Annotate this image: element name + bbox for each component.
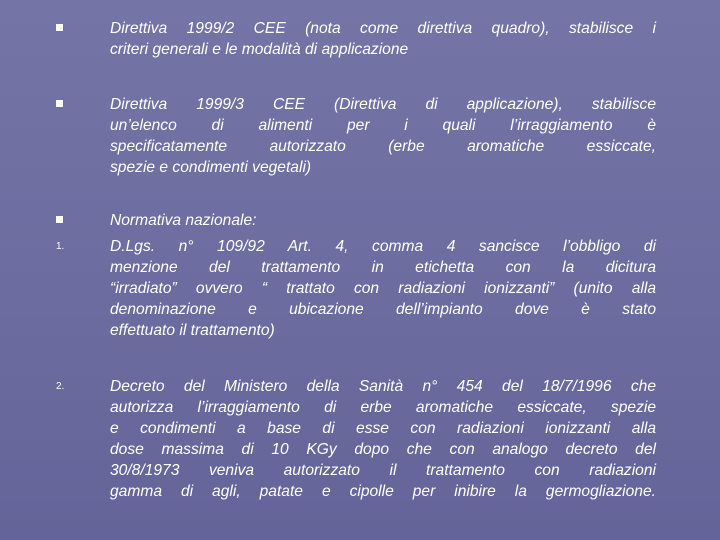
bullet-text [110,18,656,60]
square-bullet-icon [56,100,63,107]
text-line: criteri generali e le modalità di applicazione [110,41,409,58]
square-bullet-icon [56,24,63,31]
text-line: Direttiva 1999/2 CEE (nota come direttiva quadro), stabilisce i [110,20,656,37]
text-line: “irradiato” ovvero “ trattato con radiazioni ionizzanti” (unito alla [110,280,656,297]
text-line: Decreto del Ministero della Sanità n° 454 del 18/7/1996 che [110,378,656,395]
text-line: gamma di agli, patate e cipolle per inibire la germogliazione. [110,483,656,500]
text-line: Direttiva 1999/3 CEE (Direttiva di applicazione), stabilisce [110,96,656,113]
text-line: denominazione e ubicazione dell’impianto dove è stato [110,301,656,318]
item-number: 1. [56,241,65,252]
text-line: menzione del trattamento in etichetta con la dicitura [110,259,656,276]
bullet-marker [56,210,96,223]
text-line: dose massima di 10 KGy dopo che con analogo decreto del [110,441,656,458]
text-line: Normativa nazionale: [110,212,257,229]
item-number: 2. [56,381,65,392]
text-line: spezie e condimenti vegetali) [110,159,312,176]
text-line: e condimenti a base di esse con radiazioni ionizzanti alla [110,420,656,437]
text-line: 30/8/1973 veniva autorizzato il trattamento con radiazioni [110,462,656,479]
bullet-text [110,94,656,178]
numbered-text [110,236,656,341]
bullet-marker [56,18,96,31]
bullet-item [56,18,656,60]
text-line: specificatamente autorizzato (erbe aromatiche essiccate, [110,138,656,155]
bullet-text [110,210,656,231]
text-line: effettuato il trattamento) [110,322,275,339]
numbered-item [56,236,656,341]
square-bullet-icon [56,216,63,223]
bullet-item [56,210,656,231]
numbered-item [56,376,656,502]
number-marker [56,236,96,252]
bullet-item [56,94,656,178]
number-marker [56,376,96,392]
text-line: un’elenco di alimenti per i quali l’irraggiamento è [110,117,656,134]
bullet-marker [56,94,96,107]
text-line: D.Lgs. n° 109/92 Art. 4, comma 4 sancisce l’obbligo di [110,238,656,255]
numbered-text [110,376,656,502]
text-line: autorizza l’irraggiamento di erbe aromatiche essiccate, spezie [110,399,656,416]
